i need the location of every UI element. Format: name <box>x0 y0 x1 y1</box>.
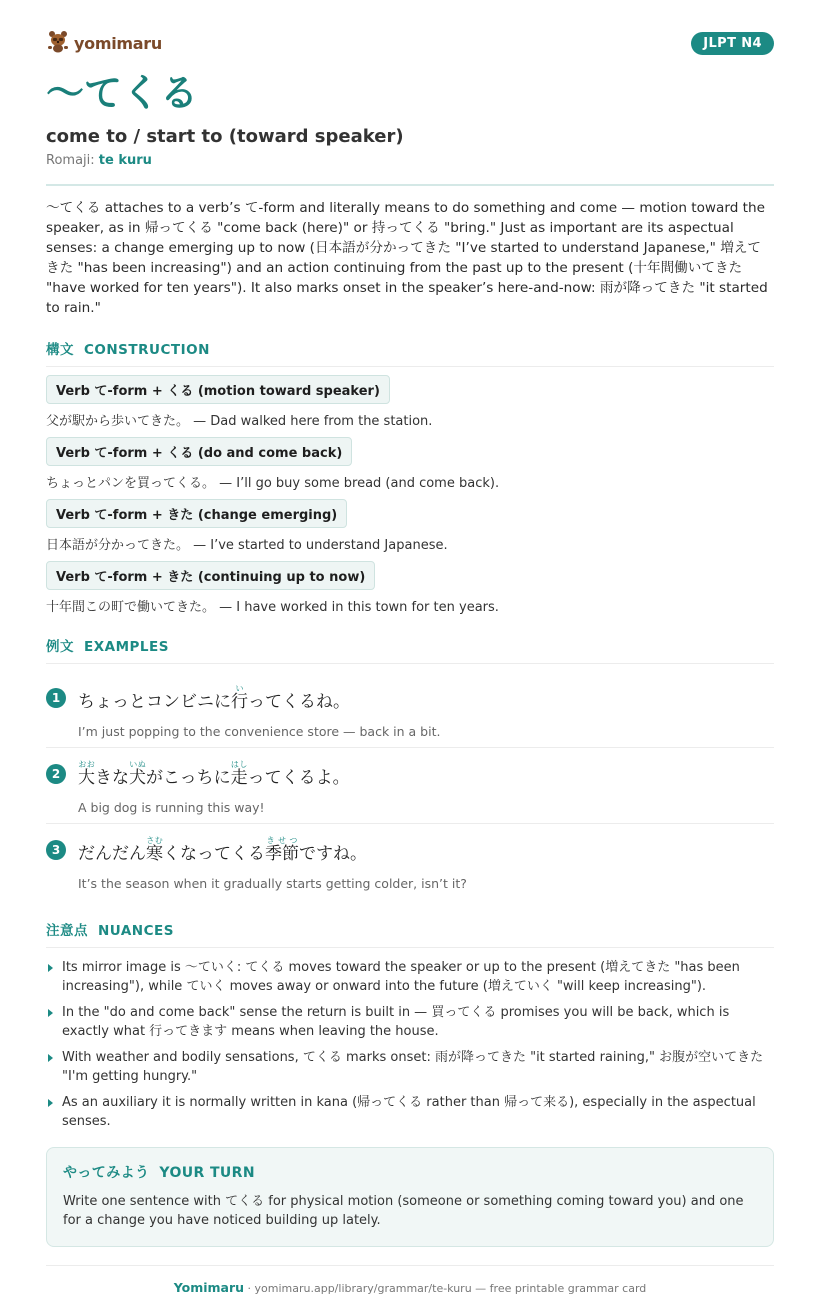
your-turn-text: Write one sentence with てくる for physical motion (someone or something coming toward you) and one for a change you have noticed building up lately. <box>63 1194 744 1228</box>
construction-pattern <box>46 375 774 429</box>
furigana-word <box>129 760 146 788</box>
kana-text: ちょっとコンビニに <box>78 692 231 712</box>
example-number: 3 <box>46 840 66 860</box>
kana-text: くなってくる <box>163 844 265 864</box>
your-turn-heading-en: YOUR TURN <box>159 1165 255 1181</box>
kana-text: きな <box>95 768 129 788</box>
example-number: 2 <box>46 764 66 784</box>
furigana-reading: さむ <box>146 836 163 845</box>
grammar-title: 〜てくる <box>46 71 199 115</box>
examples-list <box>46 672 774 899</box>
pattern-example: 日本語が分かってきた。 — I’ve started to understand Japanese. <box>46 538 448 553</box>
your-turn-heading-jp: やってみよう <box>63 1165 150 1181</box>
kanji-text: 季節 <box>265 844 299 864</box>
example-translation: I’m just popping to the convenience store — back in a bit. <box>78 724 441 739</box>
example-item <box>46 824 774 899</box>
brand-logo[interactable] <box>46 29 162 57</box>
construction-pattern <box>46 561 774 615</box>
your-turn-heading <box>63 1162 757 1182</box>
your-turn-box <box>46 1147 774 1247</box>
examples-heading-jp: 例文 <box>46 639 74 655</box>
kanji-text: 行 <box>231 692 248 712</box>
kana-text: だんだん <box>78 844 146 864</box>
pattern-formula: Verb て-form + くる (do and come back) <box>46 437 352 466</box>
example-number: 1 <box>46 688 66 708</box>
furigana-word <box>231 684 248 712</box>
kana-text: がこっちに <box>146 768 231 788</box>
pattern-example: 十年間この町で働いてきた。 — I have worked in this town for ten years. <box>46 600 499 615</box>
construction-heading-jp: 構文 <box>46 342 74 358</box>
examples-divider <box>46 663 774 664</box>
kana-text: ってくるね。 <box>248 692 350 712</box>
example-japanese <box>78 836 467 868</box>
nuances-divider <box>46 947 774 948</box>
romaji-line <box>46 153 774 168</box>
kana-text: ですね。 <box>299 844 367 864</box>
construction-pattern <box>46 437 774 491</box>
example-body <box>78 684 440 739</box>
kana-text: ってくるよ。 <box>247 768 350 788</box>
romaji-label: Romaji: <box>46 153 95 168</box>
examples-heading-en: EXAMPLES <box>84 639 169 655</box>
construction-divider <box>46 366 774 367</box>
nuances-heading <box>46 919 774 939</box>
grammar-card <box>46 0 774 1295</box>
furigana-word <box>146 836 163 864</box>
example-japanese <box>78 760 350 792</box>
pattern-example: 父が駅から歩いてきた。 — Dad walked here from the station. <box>46 414 433 429</box>
construction-list <box>46 375 774 615</box>
example-japanese <box>78 684 440 716</box>
pattern-formula: Verb て-form + くる (motion toward speaker) <box>46 375 390 404</box>
pattern-example: ちょっとパンを買ってくる。 — I’ll go buy some bread (and come back). <box>46 476 500 491</box>
kanji-text: 走 <box>230 768 248 788</box>
example-item <box>46 672 774 748</box>
kanji-text: 寒 <box>146 844 163 864</box>
footer <box>46 1265 774 1295</box>
brand-name: yomimaru <box>74 33 162 53</box>
furigana-word <box>78 760 95 788</box>
furigana-word <box>230 760 248 788</box>
example-body <box>78 836 467 891</box>
furigana-word <box>265 836 299 864</box>
furigana-reading: おお <box>78 760 95 769</box>
kanji-text: 犬 <box>129 768 146 788</box>
nuances-heading-jp: 注意点 <box>46 923 88 939</box>
nuance-item: In the "do and come back" sense the return is built in — 買ってくる promises you will be back, which is exactly what 行ってきます means when leaving the house. <box>46 1003 774 1041</box>
construction-pattern <box>46 499 774 553</box>
furigana-reading: はし <box>230 760 248 769</box>
construction-heading-en: CONSTRUCTION <box>84 342 210 358</box>
nuances-list <box>46 958 774 1131</box>
footer-brand[interactable]: Yomimaru <box>173 1280 245 1295</box>
nuance-item: As an auxiliary it is normally written in kana (帰ってくる rather than 帰って来る), especially in the aspectual senses. <box>46 1093 774 1131</box>
examples-heading <box>46 635 774 655</box>
example-translation: It’s the season when it gradually starts getting colder, isn’t it? <box>78 876 467 891</box>
jlpt-level-badge: JLPT N4 <box>691 32 774 55</box>
romaji-value: te kuru <box>98 153 152 168</box>
footer-text: · yomimaru.app/library/grammar/te-kuru — free printable grammar card <box>244 1282 647 1295</box>
example-item <box>46 748 774 824</box>
kanji-text: 大 <box>78 768 95 788</box>
example-translation: A big dog is running this way! <box>78 800 265 815</box>
grammar-meaning: come to / start to (toward speaker) <box>46 126 404 147</box>
top-bar <box>46 30 774 56</box>
construction-heading <box>46 338 774 358</box>
furigana-reading: い <box>231 684 248 693</box>
pattern-formula: Verb て-form + きた (continuing up to now) <box>46 561 375 590</box>
example-body <box>78 760 350 815</box>
tanuki-icon <box>46 29 70 57</box>
intro-paragraph: 〜てくる attaches to a verb’s て-form and literally means to do something and come — motion toward the speaker, as in 帰ってくる "come back (here)" or 持ってくる "bring." Just as important are its aspectual senses: a change emerging up to now (日本語が分かってきた "I’ve started to understand Japanese," 増えてきた "has been increasing") and an action continuing from the past up to the present (十年間働いてきた "have worked for ten years"). It also marks onset in the speaker’s here-and-now: 雨が降ってきた "it started to rain." <box>46 200 768 316</box>
furigana-reading: きせつ <box>265 836 299 845</box>
nuance-item: Its mirror image is 〜ていく: てくる moves toward the speaker or up to the present (増えてきた "has been increasing"), while ていく moves away or onward into the future (増えていく "will keep increasing"). <box>46 958 774 996</box>
nuances-heading-en: NUANCES <box>98 923 174 939</box>
furigana-reading: いぬ <box>129 760 146 769</box>
pattern-formula: Verb て-form + きた (change emerging) <box>46 499 347 528</box>
title-divider <box>46 184 774 186</box>
nuance-item: With weather and bodily sensations, てくる marks onset: 雨が降ってきた "it started raining," お腹が空いてきた "I'm getting hungry." <box>46 1048 774 1086</box>
